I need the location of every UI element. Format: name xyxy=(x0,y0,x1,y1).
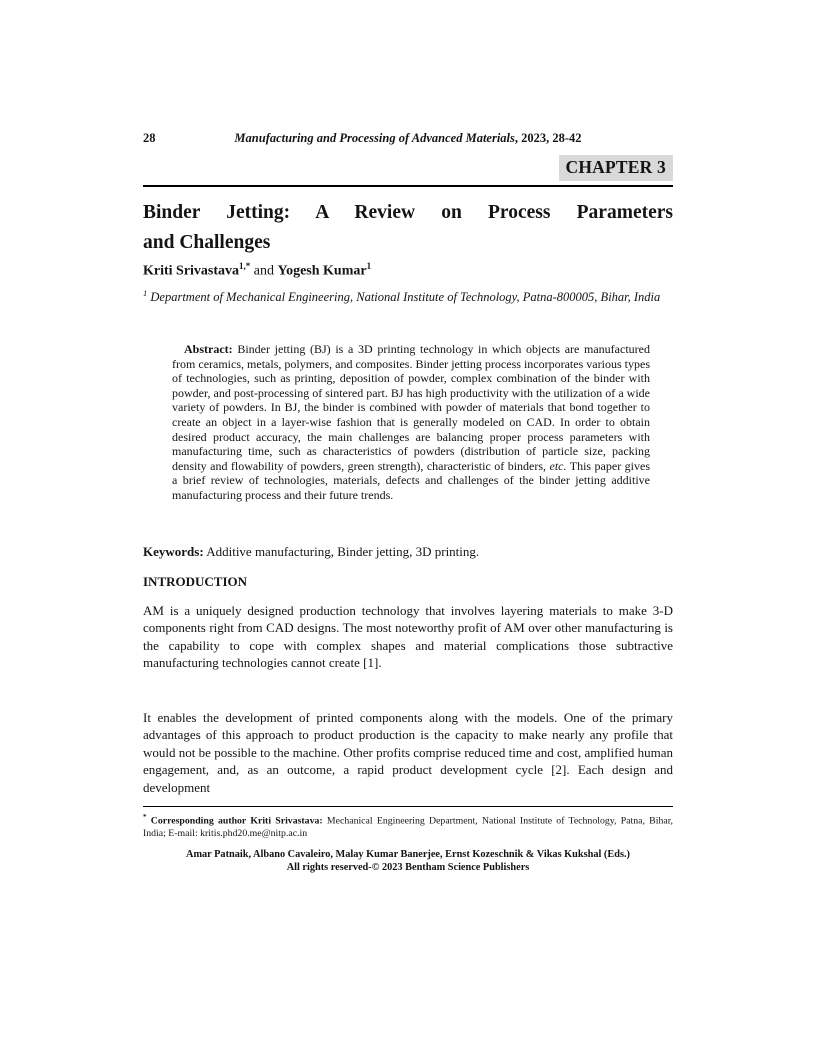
author-superscript-2: 1 xyxy=(366,261,372,271)
journal-title: Manufacturing and Processing of Advanced Materials xyxy=(234,131,515,145)
affiliation-text: Department of Mechanical Engineering, National Institute of Technology, Patna-800005, Bihar, India xyxy=(147,290,661,305)
intro-paragraph-1: AM is a uniquely designed production technology that involves layering materials to make 3-D components right from CAD designs. The most noteworthy profit of AM over other manufacturing is the capability to cope with complex shapes and material complications those subtractive manufacturing technologies cannot create [1]. xyxy=(143,603,673,671)
affiliation-superscript: 1 xyxy=(143,288,148,298)
keywords-text: Additive manufacturing, Binder jetting, 3D printing. xyxy=(203,544,480,559)
corresponding-author-label: Corresponding author Kriti Srivastava: xyxy=(146,815,323,827)
author-superscript-1: 1,* xyxy=(239,261,251,271)
chapter-badge: CHAPTER 3 xyxy=(559,155,674,181)
journal-meta: , 2023, 28-42 xyxy=(514,131,582,145)
article-title-line-2: and Challenges xyxy=(143,232,271,253)
running-head-title xyxy=(143,131,673,146)
affiliation xyxy=(143,285,673,306)
article-title-line-1: Binder Jetting: A Review on Process Parameters xyxy=(143,202,673,223)
author-name-1: Kriti Srivastava xyxy=(143,263,240,279)
footer-editors-line: Amar Patnaik, Albano Cavaleiro, Malay Kumar Banerjee, Ernst Kozeschnik & Vikas Kukshal (Eds.) xyxy=(186,849,630,860)
abstract-etc-italic: etc. xyxy=(549,458,567,473)
abstract-text-2: This paper gives a brief review of technologies, materials, defects and challenges of the binder jetting additive manufacturing process and their future trends. xyxy=(172,458,650,502)
footnote-text: Mechanical Engineering Department, National Institute of Technology, Patna, Bihar, India; E-mail: kritis.phd20.me@nitp.ac.in xyxy=(143,815,674,839)
header-rule xyxy=(143,185,673,187)
running-head xyxy=(143,131,673,149)
footnote-rule xyxy=(143,806,673,807)
abstract-label: Abstract: xyxy=(184,342,233,356)
section-heading-introduction: INTRODUCTION xyxy=(143,574,248,589)
intro-paragraph-2: It enables the development of printed components along with the models. One of the primary advantages of this approach to product production is the capacity to make nearly any profile that would not be possible to the machine. Other profits comprise reduced time and cost, amplified human engagement, and, as an outcome, a rapid product development cycle [2]. Each design and development xyxy=(143,710,673,795)
footnote-asterisk: * xyxy=(143,813,147,821)
corresponding-author-footnote xyxy=(143,811,673,840)
article-title xyxy=(143,198,673,258)
keywords-line xyxy=(143,544,673,560)
page-number: 28 xyxy=(143,131,156,145)
keywords-label: Keywords: xyxy=(143,544,204,559)
author-name-2: Yogesh Kumar xyxy=(277,263,367,279)
authors-joiner: and xyxy=(250,263,278,279)
abstract-text-1: Binder jetting (BJ) is a 3D printing technology in which objects are manufactured from ceramics, metals, polymers, and composites. Binder jetting process incorporates various types of technologies, such as printing, deposition of powder, complex combination of the binder with powder, and post-processing of sintered part. BJ has high productivity with the utilization of a wide variety of powders. In BJ, the binder is combined with powder of materials that bond together to create an object in a layer-wise fashion that is generally modeled on CAD. In order to obtain desired product accuracy, the main challenges are balancing proper process parameters with manufacturing time, such as characteristics of powders (distribution of particle size, packing density and flowability of powders, green strength), characteristic of binders, xyxy=(172,342,650,473)
authors-line xyxy=(143,261,673,280)
abstract xyxy=(172,342,650,503)
publisher-footer xyxy=(143,849,673,874)
footer-rights-line: All rights reserved-© 2023 Bentham Science Publishers xyxy=(286,861,530,873)
